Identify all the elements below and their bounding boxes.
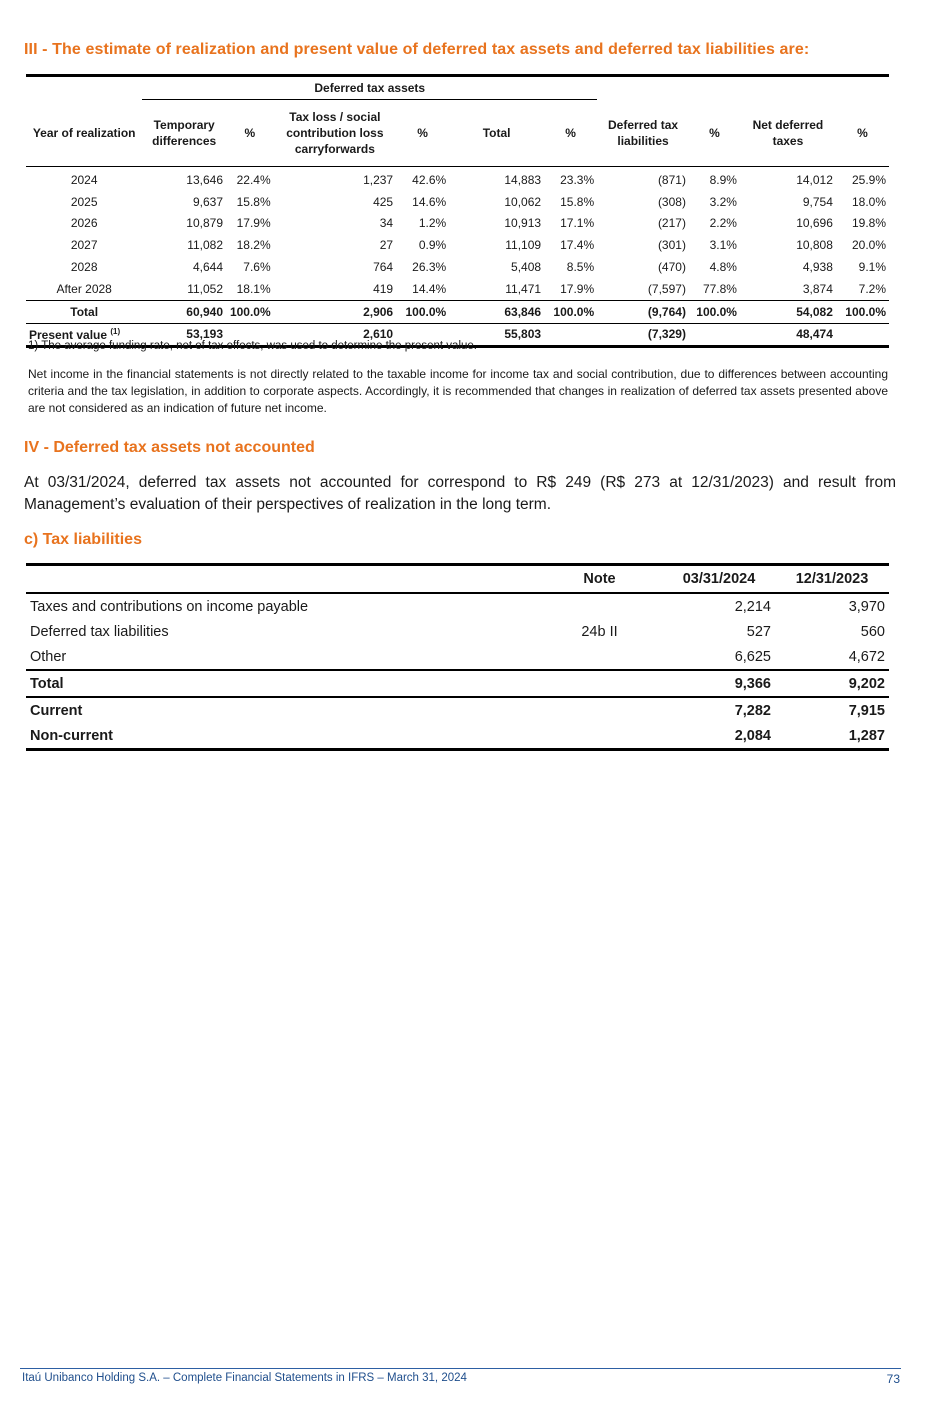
col-header-net: Net deferred taxes bbox=[740, 100, 836, 167]
pct-cell: 100.0% bbox=[689, 300, 740, 323]
row-value-2024: 2,084 bbox=[734, 727, 771, 744]
year-cell: After 2028 bbox=[56, 281, 112, 296]
loss-cell: 425 bbox=[373, 194, 394, 209]
dtl-cell: (217) bbox=[657, 216, 686, 231]
col-header-pct2: % bbox=[396, 100, 449, 167]
non-current-row bbox=[26, 723, 889, 750]
col-header-2024: 03/31/2024 bbox=[663, 565, 775, 594]
pct-cell: 100.0% bbox=[544, 300, 597, 323]
col-header-year: Year of realization bbox=[26, 100, 142, 167]
dtl-cell: (470) bbox=[657, 260, 686, 275]
col-header-pct4: % bbox=[689, 100, 740, 167]
pct-cell: 18.1% bbox=[236, 281, 271, 296]
row-value-2024: 7,282 bbox=[663, 697, 775, 723]
col-header-2023: 12/31/2023 bbox=[775, 565, 889, 594]
pct-cell: 100.0% bbox=[836, 300, 889, 323]
year-cell: 2027 bbox=[70, 238, 98, 253]
row-value-2024: 2,214 bbox=[734, 598, 771, 615]
year-cell: 2028 bbox=[70, 260, 98, 275]
section-c-title: c) Tax liabilities bbox=[24, 531, 142, 548]
pct-cell: 2.2% bbox=[709, 216, 737, 231]
pct-cell: 19.8% bbox=[851, 216, 886, 231]
temp-cell: 13,646 bbox=[186, 172, 223, 187]
year-cell: 2025 bbox=[70, 194, 98, 209]
total-cell: 5,408 bbox=[511, 260, 542, 275]
row-label: Total bbox=[26, 670, 536, 697]
col-header-temporary: Temporary differences bbox=[142, 100, 226, 167]
temp-cell: 10,879 bbox=[186, 216, 223, 231]
pct-cell: 42.6% bbox=[412, 172, 447, 187]
loss-cell: 764 bbox=[373, 260, 394, 275]
loss-cell: 27 bbox=[379, 238, 394, 253]
pct-cell: 0.9% bbox=[418, 238, 447, 253]
pct-cell: 1.2% bbox=[418, 216, 447, 231]
loss-cell: 2,610 bbox=[274, 323, 396, 347]
col-header-label bbox=[26, 565, 536, 594]
table-row bbox=[26, 234, 889, 256]
col-header-dtl: Deferred tax liabilities bbox=[597, 100, 689, 167]
year-cell: 2026 bbox=[70, 216, 98, 231]
row-note bbox=[536, 593, 663, 619]
pct-cell: 22.4% bbox=[236, 172, 271, 187]
dtl-cell: (7,329) bbox=[597, 323, 689, 347]
net-cell: 10,808 bbox=[796, 238, 833, 253]
pct-cell: 23.3% bbox=[560, 172, 595, 187]
pct-cell: 14.6% bbox=[412, 194, 447, 209]
row-value-2024: 9,366 bbox=[663, 670, 775, 697]
pct-cell: 20.0% bbox=[851, 238, 886, 253]
pct-cell: 8.9% bbox=[709, 172, 737, 187]
table-row bbox=[26, 593, 889, 619]
row-note bbox=[536, 723, 663, 750]
col-header-note: Note bbox=[536, 565, 663, 594]
row-value-2023: 1,287 bbox=[848, 727, 885, 744]
temp-cell: 9,637 bbox=[192, 194, 223, 209]
pct-cell: 9.1% bbox=[858, 260, 886, 275]
pct-cell: 17.1% bbox=[560, 216, 595, 231]
dtl-cell: (871) bbox=[657, 172, 686, 187]
row-note bbox=[536, 644, 663, 670]
temp-cell: 4,644 bbox=[192, 260, 223, 275]
net-cell: 10,696 bbox=[796, 216, 833, 231]
pct-cell: 14.4% bbox=[412, 281, 447, 296]
loss-cell: 2,906 bbox=[274, 300, 396, 323]
pct-cell: 7.6% bbox=[243, 260, 271, 275]
col-header-pct1: % bbox=[226, 100, 274, 167]
row-value-2023: 3,970 bbox=[848, 598, 885, 615]
col-header-pct3: % bbox=[544, 100, 597, 167]
footer-text: Itaú Unibanco Holding S.A. – Complete Financial Statements in IFRS – March 31, 2024 bbox=[22, 1372, 467, 1384]
net-cell: 54,082 bbox=[740, 300, 836, 323]
pct-cell: 100.0% bbox=[226, 300, 274, 323]
col-header-taxloss: Tax loss / social contribution loss carryforwards bbox=[274, 100, 396, 167]
footer-divider bbox=[20, 1368, 901, 1369]
row-value-2023: 4,672 bbox=[848, 648, 885, 665]
temp-cell: 11,082 bbox=[187, 238, 223, 253]
row-label: Other bbox=[30, 648, 67, 665]
year-cell: 2024 bbox=[70, 172, 98, 187]
net-cell: 4,938 bbox=[802, 260, 833, 275]
pct-cell: 15.8% bbox=[560, 194, 595, 209]
loss-cell: 34 bbox=[379, 216, 394, 231]
total-cell: 11,109 bbox=[505, 238, 542, 253]
total-cell: 63,846 bbox=[449, 300, 544, 323]
total-row bbox=[26, 670, 889, 697]
table-row bbox=[26, 256, 889, 278]
col-header-total: Total bbox=[449, 100, 544, 167]
table-row bbox=[26, 619, 889, 644]
present-value-label-text: Present value bbox=[29, 327, 108, 342]
row-label: Non-current bbox=[30, 727, 113, 744]
pct-cell: 3.2% bbox=[709, 194, 737, 209]
tax-liabilities-table bbox=[26, 563, 889, 751]
net-cell: 9,754 bbox=[802, 194, 833, 209]
row-label: Taxes and contributions on income payable bbox=[30, 598, 309, 615]
pct-cell: 17.9% bbox=[560, 281, 595, 296]
pct-cell: 15.8% bbox=[236, 194, 271, 209]
deferred-tax-assets-group-header: Deferred tax assets bbox=[142, 76, 597, 100]
total-cell: 10,913 bbox=[504, 216, 542, 231]
pct-cell: 77.8% bbox=[702, 281, 737, 296]
table-row bbox=[26, 167, 889, 191]
row-note bbox=[536, 670, 663, 697]
pct-cell: 26.3% bbox=[412, 260, 447, 275]
row-value-2023: 7,915 bbox=[775, 697, 889, 723]
table-row bbox=[26, 644, 889, 670]
pct-cell: 25.9% bbox=[851, 172, 886, 187]
footnote-ref: (1) bbox=[110, 326, 121, 336]
section-iv-title: IV - Deferred tax assets not accounted bbox=[24, 439, 315, 456]
total-cell: 55,803 bbox=[449, 323, 544, 347]
total-label: Total bbox=[26, 300, 142, 323]
total-row bbox=[26, 300, 889, 323]
net-cell: 14,012 bbox=[796, 172, 833, 187]
current-row bbox=[26, 697, 889, 723]
pct-cell: 7.2% bbox=[858, 281, 886, 296]
loss-cell: 419 bbox=[373, 281, 394, 296]
pct-cell: 4.8% bbox=[709, 260, 737, 275]
row-value-2023: 560 bbox=[860, 623, 885, 640]
total-cell: 14,883 bbox=[504, 172, 542, 187]
table-row bbox=[26, 213, 889, 235]
deferred-tax-table bbox=[26, 74, 889, 348]
temp-cell: 53,193 bbox=[142, 323, 226, 347]
total-cell: 11,471 bbox=[505, 281, 542, 296]
temp-cell: 60,940 bbox=[142, 300, 226, 323]
pct-cell: 3.1% bbox=[709, 238, 737, 253]
net-income-paragraph: Net income in the financial statements is not directly related to the taxable income for income tax and social contribution, due to differences between accounting criteria and the tax legislation, in addition to corporate aspects. Accordingly, it is recommended that changes in realization of deferred tax assets presented above are not considered as an indication of future net income. bbox=[28, 367, 888, 415]
row-value-2023: 9,202 bbox=[775, 670, 889, 697]
row-label: Current bbox=[26, 697, 536, 723]
row-label: Deferred tax liabilities bbox=[30, 623, 169, 640]
table-row bbox=[26, 278, 889, 300]
net-cell: 3,874 bbox=[802, 281, 833, 296]
pct-cell: 100.0% bbox=[396, 300, 449, 323]
dtl-cell: (308) bbox=[657, 194, 686, 209]
pct-cell: 18.0% bbox=[851, 194, 886, 209]
pct-cell: 8.5% bbox=[566, 260, 595, 275]
dtl-cell: (301) bbox=[657, 238, 686, 253]
dtl-cell: (7,597) bbox=[647, 281, 686, 296]
deferred-tax-not-accounted-paragraph: At 03/31/2024, deferred tax assets not accounted for correspond to R$ 249 (R$ 273 at 12/31/2023) and result from Management’s evaluation of their perspectives of realization in the long term. bbox=[24, 474, 896, 513]
col-header-pct5: % bbox=[836, 100, 889, 167]
table-row bbox=[26, 191, 889, 213]
net-cell: 48,474 bbox=[740, 323, 836, 347]
page-number: 73 bbox=[886, 1372, 900, 1386]
pct-cell: 17.4% bbox=[560, 238, 595, 253]
row-value-2024: 527 bbox=[746, 623, 771, 640]
pct-cell: 18.2% bbox=[236, 238, 271, 253]
row-note bbox=[536, 697, 663, 723]
section-iii-title: III - The estimate of realization and present value of deferred tax assets and deferred tax liabilities are: bbox=[24, 41, 810, 58]
footnote-text: 1) The average funding rate, net of tax effects, was used to determine the present value. bbox=[28, 340, 477, 352]
total-cell: 10,062 bbox=[504, 194, 542, 209]
pct-cell: 17.9% bbox=[236, 216, 271, 231]
dtl-cell: (9,764) bbox=[597, 300, 689, 323]
row-value-2024: 6,625 bbox=[734, 648, 771, 665]
loss-cell: 1,237 bbox=[363, 172, 394, 187]
row-note: 24b II bbox=[581, 623, 618, 640]
temp-cell: 11,052 bbox=[187, 281, 223, 296]
